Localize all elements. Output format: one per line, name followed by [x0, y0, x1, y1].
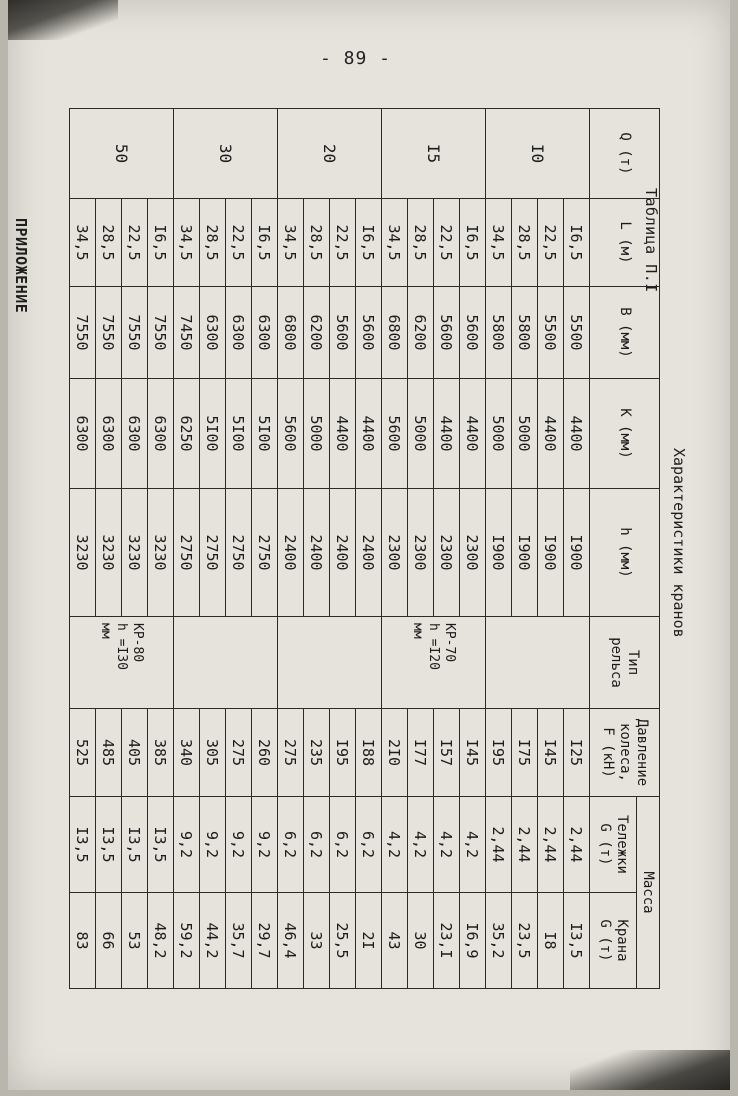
cell-rail-type: [278, 617, 382, 709]
cell-trolley-mass: 2,44: [564, 797, 590, 893]
scan-shadow-top-left: [8, 0, 118, 40]
cell-base: 6300: [200, 287, 226, 379]
cell-height: 2400: [330, 489, 356, 617]
cell-capacity: I0: [486, 109, 590, 199]
header-span: L (м): [590, 199, 660, 287]
table-row: [174, 109, 200, 989]
table-row: [148, 109, 174, 989]
table-row: [356, 109, 382, 989]
cell-wheel-pressure: I45: [460, 709, 486, 797]
cell-height: 2750: [174, 489, 200, 617]
cell-wheel-pressure: I57: [434, 709, 460, 797]
header-pressure-line-2: колеса,: [617, 722, 633, 782]
cell-crane-mass: 25,5: [330, 893, 356, 989]
cell-span: 22,5: [330, 199, 356, 287]
cell-wheelbase: 4400: [356, 379, 382, 489]
cell-crane-mass: 30: [408, 893, 434, 989]
cell-crane-mass: 59,2: [174, 893, 200, 989]
table-row: [408, 109, 434, 989]
cell-height: I900: [512, 489, 538, 617]
cell-span: 28,5: [200, 199, 226, 287]
cell-base: 6300: [252, 287, 278, 379]
cell-rail-type: [70, 617, 174, 709]
cell-base: 5500: [564, 287, 590, 379]
rail-type-line: h =I20: [426, 623, 442, 670]
table-body: [70, 109, 590, 989]
cell-wheel-pressure: I95: [486, 709, 512, 797]
cell-crane-mass: 35,7: [226, 893, 252, 989]
cell-wheelbase: 4400: [330, 379, 356, 489]
header-rail-line-2: рельса: [608, 637, 625, 688]
table-row: [330, 109, 356, 989]
cell-base: 5600: [460, 287, 486, 379]
cell-height: I900: [538, 489, 564, 617]
cell-crane-mass: 46,4: [278, 893, 304, 989]
cell-wheel-pressure: 2I0: [382, 709, 408, 797]
cell-wheel-pressure: I25: [564, 709, 590, 797]
table-row: [460, 109, 486, 989]
cell-wheelbase: 5I00: [226, 379, 252, 489]
cell-rail-type: [382, 617, 486, 709]
cell-span: 34,5: [278, 199, 304, 287]
cell-height: 2300: [382, 489, 408, 617]
cell-trolley-mass: 4,2: [382, 797, 408, 893]
cell-trolley-mass: 6,2: [278, 797, 304, 893]
cell-crane-mass: 23,5: [512, 893, 538, 989]
cell-height: 3230: [148, 489, 174, 617]
cell-wheel-pressure: I77: [408, 709, 434, 797]
table-row: [278, 109, 304, 989]
cell-wheelbase: 4400: [564, 379, 590, 489]
table-row: [486, 109, 512, 989]
cell-base: 7550: [96, 287, 122, 379]
table-row: [70, 109, 96, 989]
cell-wheelbase: 4400: [538, 379, 564, 489]
cell-height: 2300: [460, 489, 486, 617]
cell-base: 5500: [538, 287, 564, 379]
cell-crane-mass: 53: [122, 893, 148, 989]
cell-crane-mass: 29,7: [252, 893, 278, 989]
cell-trolley-mass: I3,5: [70, 797, 96, 893]
table-caption: Характеристики кранов: [670, 448, 688, 638]
cell-trolley-mass: 4,2: [434, 797, 460, 893]
rotated-content: [12, 108, 700, 988]
table-row: [434, 109, 460, 989]
cell-capacity: 30: [174, 109, 278, 199]
cell-capacity: I5: [382, 109, 486, 199]
rail-type-line: КР-80: [130, 623, 146, 663]
header-wheelbase: K (мм): [590, 379, 660, 489]
cell-base: 6800: [278, 287, 304, 379]
cell-trolley-mass: 2,44: [512, 797, 538, 893]
cell-wheelbase: 6300: [122, 379, 148, 489]
cell-height: 2400: [278, 489, 304, 617]
page-number: - 89 -: [320, 48, 392, 69]
cell-span: 22,5: [122, 199, 148, 287]
rail-type-line: мм: [98, 623, 114, 639]
cell-wheel-pressure: I75: [512, 709, 538, 797]
cell-span: I6,5: [148, 199, 174, 287]
cell-span: 28,5: [408, 199, 434, 287]
cell-trolley-mass: I3,5: [96, 797, 122, 893]
table-label: Таблица П.I: [642, 188, 660, 293]
cell-height: 2750: [252, 489, 278, 617]
cell-span: I6,5: [460, 199, 486, 287]
cell-base: 6200: [408, 287, 434, 379]
cell-crane-mass: I8: [538, 893, 564, 989]
cell-trolley-mass: 9,2: [226, 797, 252, 893]
cell-capacity: 20: [278, 109, 382, 199]
rail-type-line: h =I30: [114, 623, 130, 670]
cell-wheel-pressure: 275: [278, 709, 304, 797]
cell-height: 2300: [434, 489, 460, 617]
cell-wheel-pressure: 305: [200, 709, 226, 797]
cell-wheel-pressure: I95: [330, 709, 356, 797]
cell-crane-mass: 23,I: [434, 893, 460, 989]
cell-crane-mass: 43: [382, 893, 408, 989]
scan-shadow-bottom-right: [570, 1050, 730, 1090]
rail-type-line: мм: [410, 623, 426, 639]
table-row: [96, 109, 122, 989]
header-trolley-line-2: G (т): [597, 823, 613, 866]
cell-crane-mass: 35,2: [486, 893, 512, 989]
cell-crane-mass: 44,2: [200, 893, 226, 989]
cell-height: 2750: [200, 489, 226, 617]
table-row: [122, 109, 148, 989]
header-trolley-line-1: Тележки: [614, 814, 630, 874]
cell-trolley-mass: 9,2: [252, 797, 278, 893]
cell-wheel-pressure: 405: [122, 709, 148, 797]
cell-span: 28,5: [96, 199, 122, 287]
cell-span: 22,5: [226, 199, 252, 287]
cell-span: 34,5: [70, 199, 96, 287]
cell-base: 5800: [486, 287, 512, 379]
cell-base: 7550: [70, 287, 96, 379]
cell-span: 34,5: [174, 199, 200, 287]
cell-span: 34,5: [486, 199, 512, 287]
cell-wheelbase: 4400: [434, 379, 460, 489]
cell-height: 3230: [122, 489, 148, 617]
cell-span: 22,5: [538, 199, 564, 287]
cell-base: 7550: [122, 287, 148, 379]
cell-trolley-mass: 9,2: [174, 797, 200, 893]
cell-height: 2300: [408, 489, 434, 617]
table-row: [304, 109, 330, 989]
rail-type-line: КР-70: [442, 623, 458, 663]
cell-wheelbase: 5000: [408, 379, 434, 489]
cell-base: 7450: [174, 287, 200, 379]
cell-wheel-pressure: 385: [148, 709, 174, 797]
cell-crane-mass: 66: [96, 893, 122, 989]
cell-wheelbase: 6250: [174, 379, 200, 489]
header-height: h (мм): [590, 489, 660, 617]
cell-span: I6,5: [356, 199, 382, 287]
cell-base: 5600: [356, 287, 382, 379]
header-rail-type: [590, 617, 660, 709]
cell-span: 28,5: [304, 199, 330, 287]
cell-span: I6,5: [564, 199, 590, 287]
cell-base: 6300: [226, 287, 252, 379]
cell-wheelbase: 5000: [512, 379, 538, 489]
cell-height: 2400: [304, 489, 330, 617]
cell-base: 5600: [434, 287, 460, 379]
cell-wheelbase: 6300: [148, 379, 174, 489]
cell-trolley-mass: 6,2: [356, 797, 382, 893]
cell-base: 6200: [304, 287, 330, 379]
cell-wheelbase: 6300: [70, 379, 96, 489]
appendix-label: ПРИЛОЖЕНИЕ: [12, 218, 30, 314]
header-pressure-line-3: F (кН): [600, 727, 616, 778]
cell-base: 5600: [330, 287, 356, 379]
table-row: [564, 109, 590, 989]
cell-wheelbase: 6300: [96, 379, 122, 489]
cell-wheel-pressure: 340: [174, 709, 200, 797]
cell-wheel-pressure: 525: [70, 709, 96, 797]
cell-trolley-mass: 4,2: [408, 797, 434, 893]
table-row: [200, 109, 226, 989]
cell-height: 3230: [96, 489, 122, 617]
cell-crane-mass: 48,2: [148, 893, 174, 989]
crane-characteristics-table: [69, 108, 660, 989]
cell-trolley-mass: 4,2: [460, 797, 486, 893]
cell-base: 6800: [382, 287, 408, 379]
cell-crane-mass: 83: [70, 893, 96, 989]
cell-span: 22,5: [434, 199, 460, 287]
cell-span: 34,5: [382, 199, 408, 287]
cell-span: I6,5: [252, 199, 278, 287]
table-row: [382, 109, 408, 989]
cell-capacity: 50: [70, 109, 174, 199]
header-trolley-mass: [590, 797, 637, 893]
header-rail-line-1: Тип: [625, 649, 642, 676]
table-row: [512, 109, 538, 989]
cell-rail-type: [486, 617, 590, 709]
table-row: [538, 109, 564, 989]
cell-wheelbase: 5I00: [252, 379, 278, 489]
cell-span: 28,5: [512, 199, 538, 287]
table-row: [226, 109, 252, 989]
cell-wheelbase: 5000: [486, 379, 512, 489]
header-crane-mass: [590, 893, 637, 989]
cell-wheel-pressure: 485: [96, 709, 122, 797]
cell-trolley-mass: 6,2: [330, 797, 356, 893]
header-base: B (мм): [590, 287, 660, 379]
cell-height: 2750: [226, 489, 252, 617]
cell-height: 2400: [356, 489, 382, 617]
cell-wheel-pressure: 260: [252, 709, 278, 797]
cell-rail-type: [174, 617, 278, 709]
header-wheel-pressure: [590, 709, 660, 797]
cell-crane-mass: I3,5: [564, 893, 590, 989]
header-pressure-line-1: Давление: [634, 718, 650, 787]
cell-wheelbase: 5000: [304, 379, 330, 489]
cell-wheel-pressure: 235: [304, 709, 330, 797]
header-q: Q (т): [590, 109, 660, 199]
header-crane-line-1: Крана: [614, 919, 630, 962]
cell-wheelbase: 5600: [382, 379, 408, 489]
cell-wheelbase: 4400: [460, 379, 486, 489]
cell-wheel-pressure: I88: [356, 709, 382, 797]
cell-crane-mass: 2I: [356, 893, 382, 989]
cell-height: I900: [564, 489, 590, 617]
table-row: [252, 109, 278, 989]
cell-wheel-pressure: 275: [226, 709, 252, 797]
cell-height: I900: [486, 489, 512, 617]
cell-trolley-mass: 6,2: [304, 797, 330, 893]
cell-trolley-mass: 2,44: [486, 797, 512, 893]
header-mass: Масса: [637, 797, 660, 989]
cell-wheel-pressure: I45: [538, 709, 564, 797]
cell-base: 7550: [148, 287, 174, 379]
cell-base: 5800: [512, 287, 538, 379]
cell-height: 3230: [70, 489, 96, 617]
cell-trolley-mass: 9,2: [200, 797, 226, 893]
cell-wheelbase: 5I00: [200, 379, 226, 489]
cell-wheelbase: 5600: [278, 379, 304, 489]
cell-trolley-mass: I3,5: [148, 797, 174, 893]
header-crane-line-2: G (т): [597, 919, 613, 962]
cell-trolley-mass: 2,44: [538, 797, 564, 893]
cell-crane-mass: 33: [304, 893, 330, 989]
crane-table-wrap: [69, 108, 660, 988]
cell-trolley-mass: I3,5: [122, 797, 148, 893]
cell-crane-mass: I6,9: [460, 893, 486, 989]
